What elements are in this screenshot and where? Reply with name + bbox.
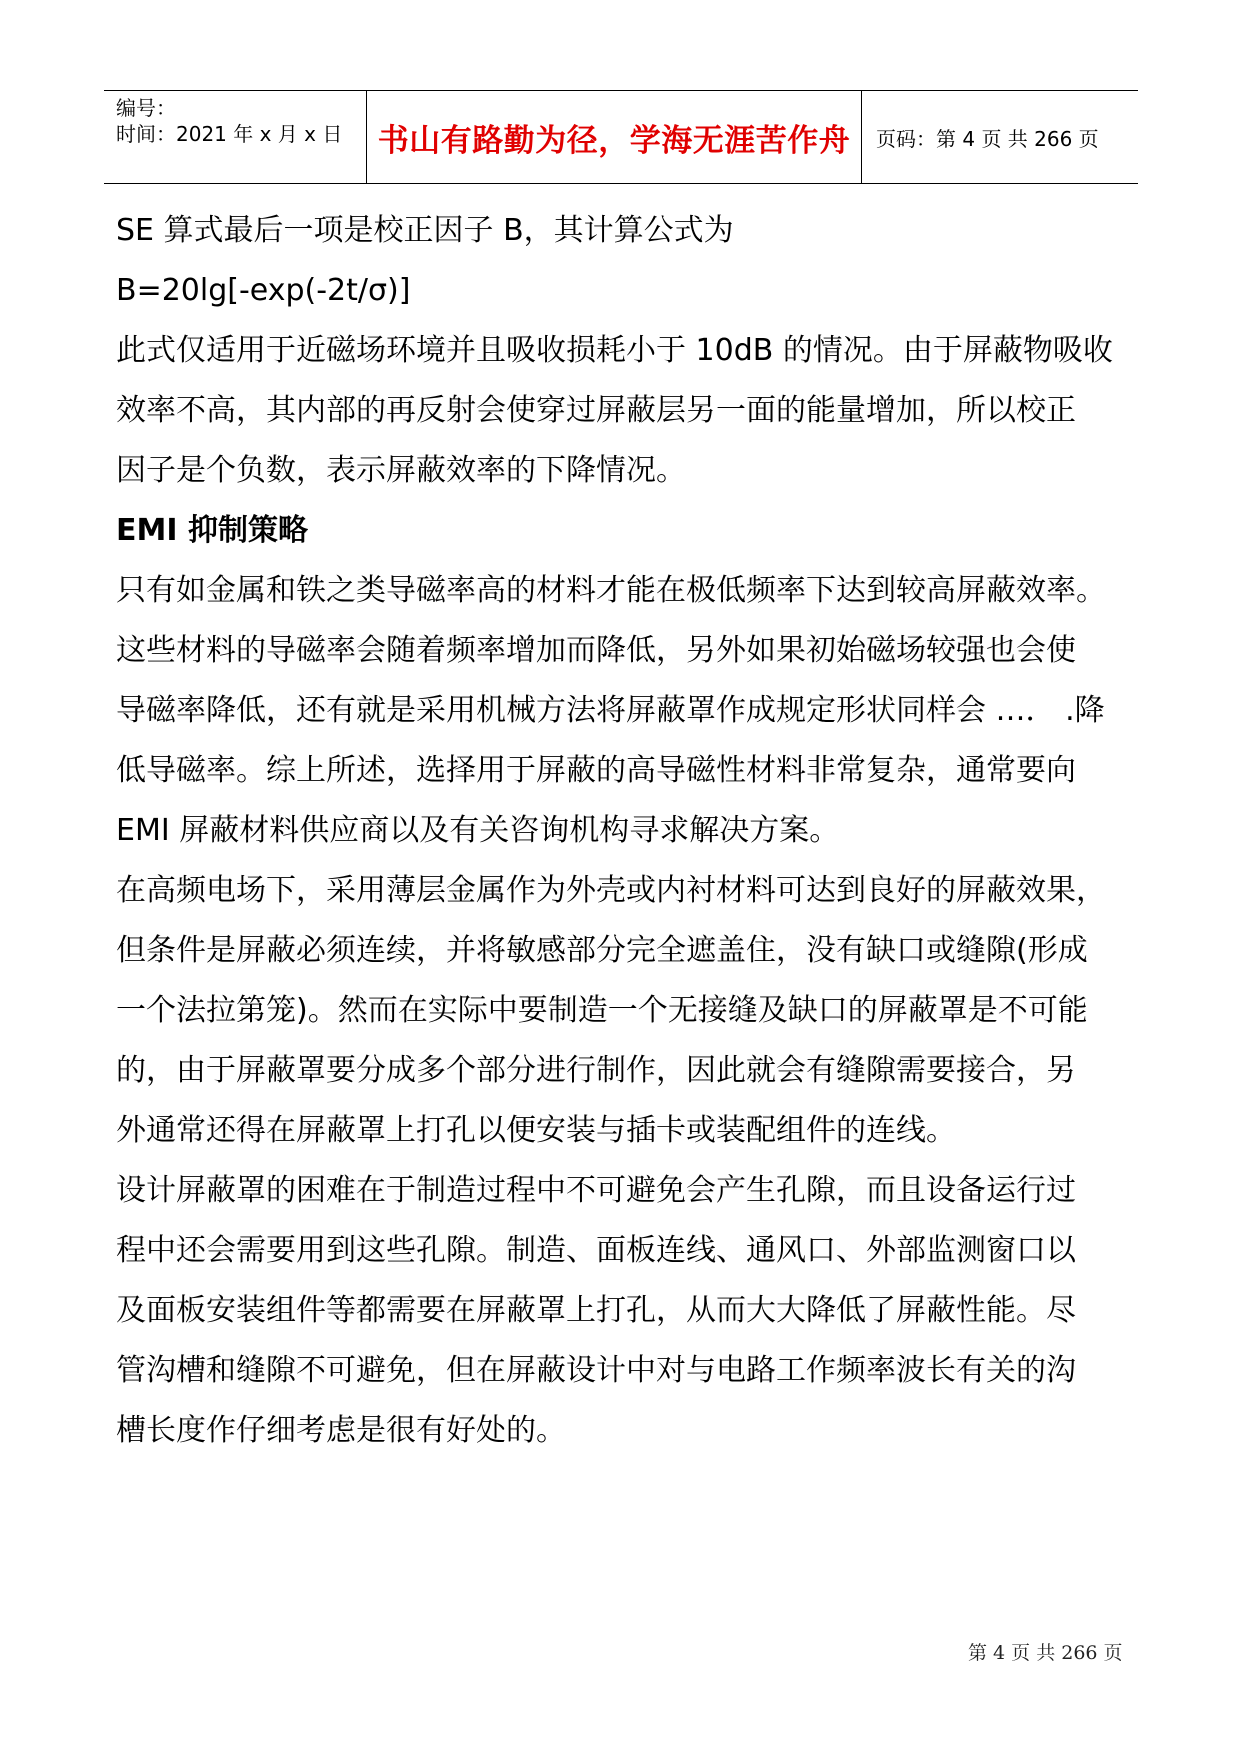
formula-line: B=20lg[-exp(-2t/σ)] <box>116 273 411 308</box>
section-heading: EMI 抑制策略 <box>116 513 308 548</box>
body-line: 此式仅适用于近磁场环境并且吸收损耗小于 10dB 的情况。由于屏蔽物吸收 <box>116 333 1113 368</box>
motto-text: 书山有路勤为径，学海无涯苦作舟 <box>377 122 851 159</box>
body-line: EMI 屏蔽材料供应商以及有关咨询机构寻求解决方案。 <box>116 813 840 848</box>
body-line: 但条件是屏蔽必须连续，并将敏感部分完全遮盖住，没有缺口或缝隙(形成 <box>116 933 1088 968</box>
page-footer: 第 4 页 共 266 页 <box>968 1642 1123 1664</box>
body-line: 外通常还得在屏蔽罩上打孔以便安装与插卡或装配组件的连线。 <box>116 1113 956 1148</box>
body-line: 设计屏蔽罩的困难在于制造过程中不可避免会产生孔隙，而且设备运行过 <box>116 1173 1076 1208</box>
header-page-info: 页码：第 4 页 共 266 页 <box>876 126 1099 151</box>
page-header <box>104 90 1138 184</box>
body-line: 效率不高，其内部的再反射会使穿过屏蔽层另一面的能量增加，所以校正 <box>116 393 1076 428</box>
body-line: 程中还会需要用到这些孔隙。制造、面板连线、通风口、外部监测窗口以 <box>116 1233 1076 1268</box>
body-line: 因子是个负数，表示屏蔽效率的下降情况。 <box>116 453 686 488</box>
body-line: 管沟槽和缝隙不可避免，但在屏蔽设计中对与电路工作频率波长有关的沟 <box>116 1353 1076 1388</box>
body-line: 只有如金属和铁之类导磁率高的材料才能在极低频率下达到较高屏蔽效率。 <box>116 573 1106 608</box>
body-line: 导磁率降低，还有就是采用机械方法将屏蔽罩作成规定形状同样会 …． .降 <box>116 693 1105 728</box>
body-line: SE 算式最后一项是校正因子 B，其计算公式为 <box>116 213 734 248</box>
body-line: 槽长度作仔细考虑是很有好处的。 <box>116 1413 566 1448</box>
header-page-cell <box>862 91 1138 183</box>
body-line: 及面板安装组件等都需要在屏蔽罩上打孔，从而大大降低了屏蔽性能。尽 <box>116 1293 1076 1328</box>
header-motto-cell <box>366 91 862 183</box>
body-line: 这些材料的导磁率会随着频率增加而降低，另外如果初始磁场较强也会使 <box>116 633 1076 668</box>
document-time: 时间：2021 年 x 月 x 日 <box>116 122 343 146</box>
document-number-label: 编号： <box>116 96 176 120</box>
header-meta-cell <box>104 91 366 183</box>
body-line: 低导磁率。综上所述，选择用于屏蔽的高导磁性材料非常复杂，通常要向 <box>116 753 1076 788</box>
body-line: 一个法拉第笼)。然而在实际中要制造一个无接缝及缺口的屏蔽罩是不可能 <box>116 993 1088 1028</box>
body-line: 在高频电场下，采用薄层金属作为外壳或内衬材料可达到良好的屏蔽效果， <box>116 873 1106 908</box>
body-line: 的，由于屏蔽罩要分成多个部分进行制作，因此就会有缝隙需要接合，另 <box>116 1053 1076 1088</box>
